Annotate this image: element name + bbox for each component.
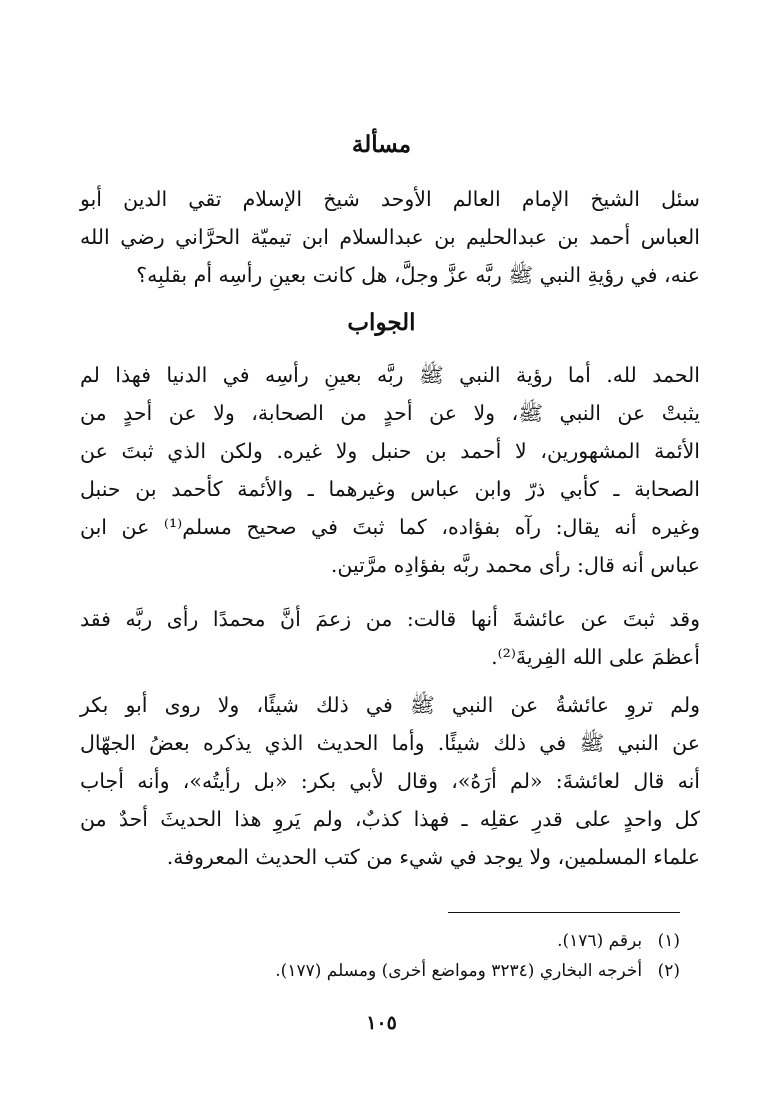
answer-heading: الجواب [347,309,416,336]
answer-line: الحمد لله. أما رؤية النبي ﷺ ربَّه بعينِ رأسِه في الدنيا فهذا لم [80,363,700,387]
footnote-text: أخرجه البخاري (٣٢٣٤ ومواضع أخرى) ومسلم (١٧٧). [275,961,643,981]
answer-line: الصحابة ـ كأبي ذرّ وابن عباس وغيرهما ـ والأئمة كأحمد بن حنبل [80,477,700,501]
answer-line: عن النبي ﷺ في ذلك شيئًا. وأما الحديث الذي يذكره بعضُ الجهّال [80,731,700,755]
answer-line: يثبتْ عن النبي ﷺ، ولا عن أحدٍ من الصحابة، ولا عن أحدٍ من [80,401,700,425]
question-heading: مسألة [351,131,412,158]
question-line: عنه، في رؤيةِ النبي ﷺ ربَّه عزَّ وجلَّ، هل كانت بعينِ رأسِه أم بقلبِه؟ [136,263,700,287]
answer-line: ولم تروِ عائشةُ عن النبي ﷺ في ذلك شيئًا، ولا روى أبو بكر [80,693,700,717]
footnote-text: برقم (١٧٦). [557,931,643,951]
answer-line: الأئمة المشهورين، لا أحمد بن حنبل ولا غيره. ولكن الذي ثبتَ عن [80,439,700,463]
footnote-number: (٢) [657,961,680,981]
answer-line: وغيره أنه يقال: رآه بفؤاده، كما ثبتَ في صحيح مسلم⁽¹⁾ عن ابن [80,515,700,539]
page-number: ١٠٥ [366,1012,397,1034]
answer-paragraph-1 [80,356,700,584]
footnote-item [80,926,680,956]
answer-line: علماء المسلمين، ولا يوجد في شيء من كتب الحديث المعروفة. [166,845,700,869]
footnote-item [80,956,680,986]
footnotes [80,926,680,986]
answer-line: أنه قال لعائشةَ: «لم أرَهُ»، وقال لأبي بكر: «بل رأيتُه»، وأنه أجاب [80,769,700,793]
answer-paragraph-3 [80,686,700,876]
footnote-divider [448,912,680,913]
answer-line: وقد ثبتَ عن عائشةَ أنها قالت: من زعمَ أنَّ محمدًا رأى ربَّه فقد [80,607,700,631]
question-paragraph [80,180,700,294]
answer-line: عباس أنه قال: رأى محمد ربَّه بفؤادِه مرَّتين. [330,553,700,577]
answer-paragraph-2 [80,600,700,676]
question-line: العباس أحمد بن عبدالحليم بن عبدالسلام ابن تيميّة الحرَّاني رضي الله [80,225,700,249]
footnote-number: (١) [657,931,680,951]
answer-line: كل واحدٍ على قدرِ عقلِه ـ فهذا كذبٌ، ولم يَروِ هذا الحديثَ أحدٌ من [80,807,700,831]
answer-line: أعظمَ على الله الفِريةَ⁽²⁾. [491,645,700,669]
question-line: سئل الشيخ الإمام العالم الأوحد شيخ الإسلام تقي الدين أبو [80,187,700,211]
